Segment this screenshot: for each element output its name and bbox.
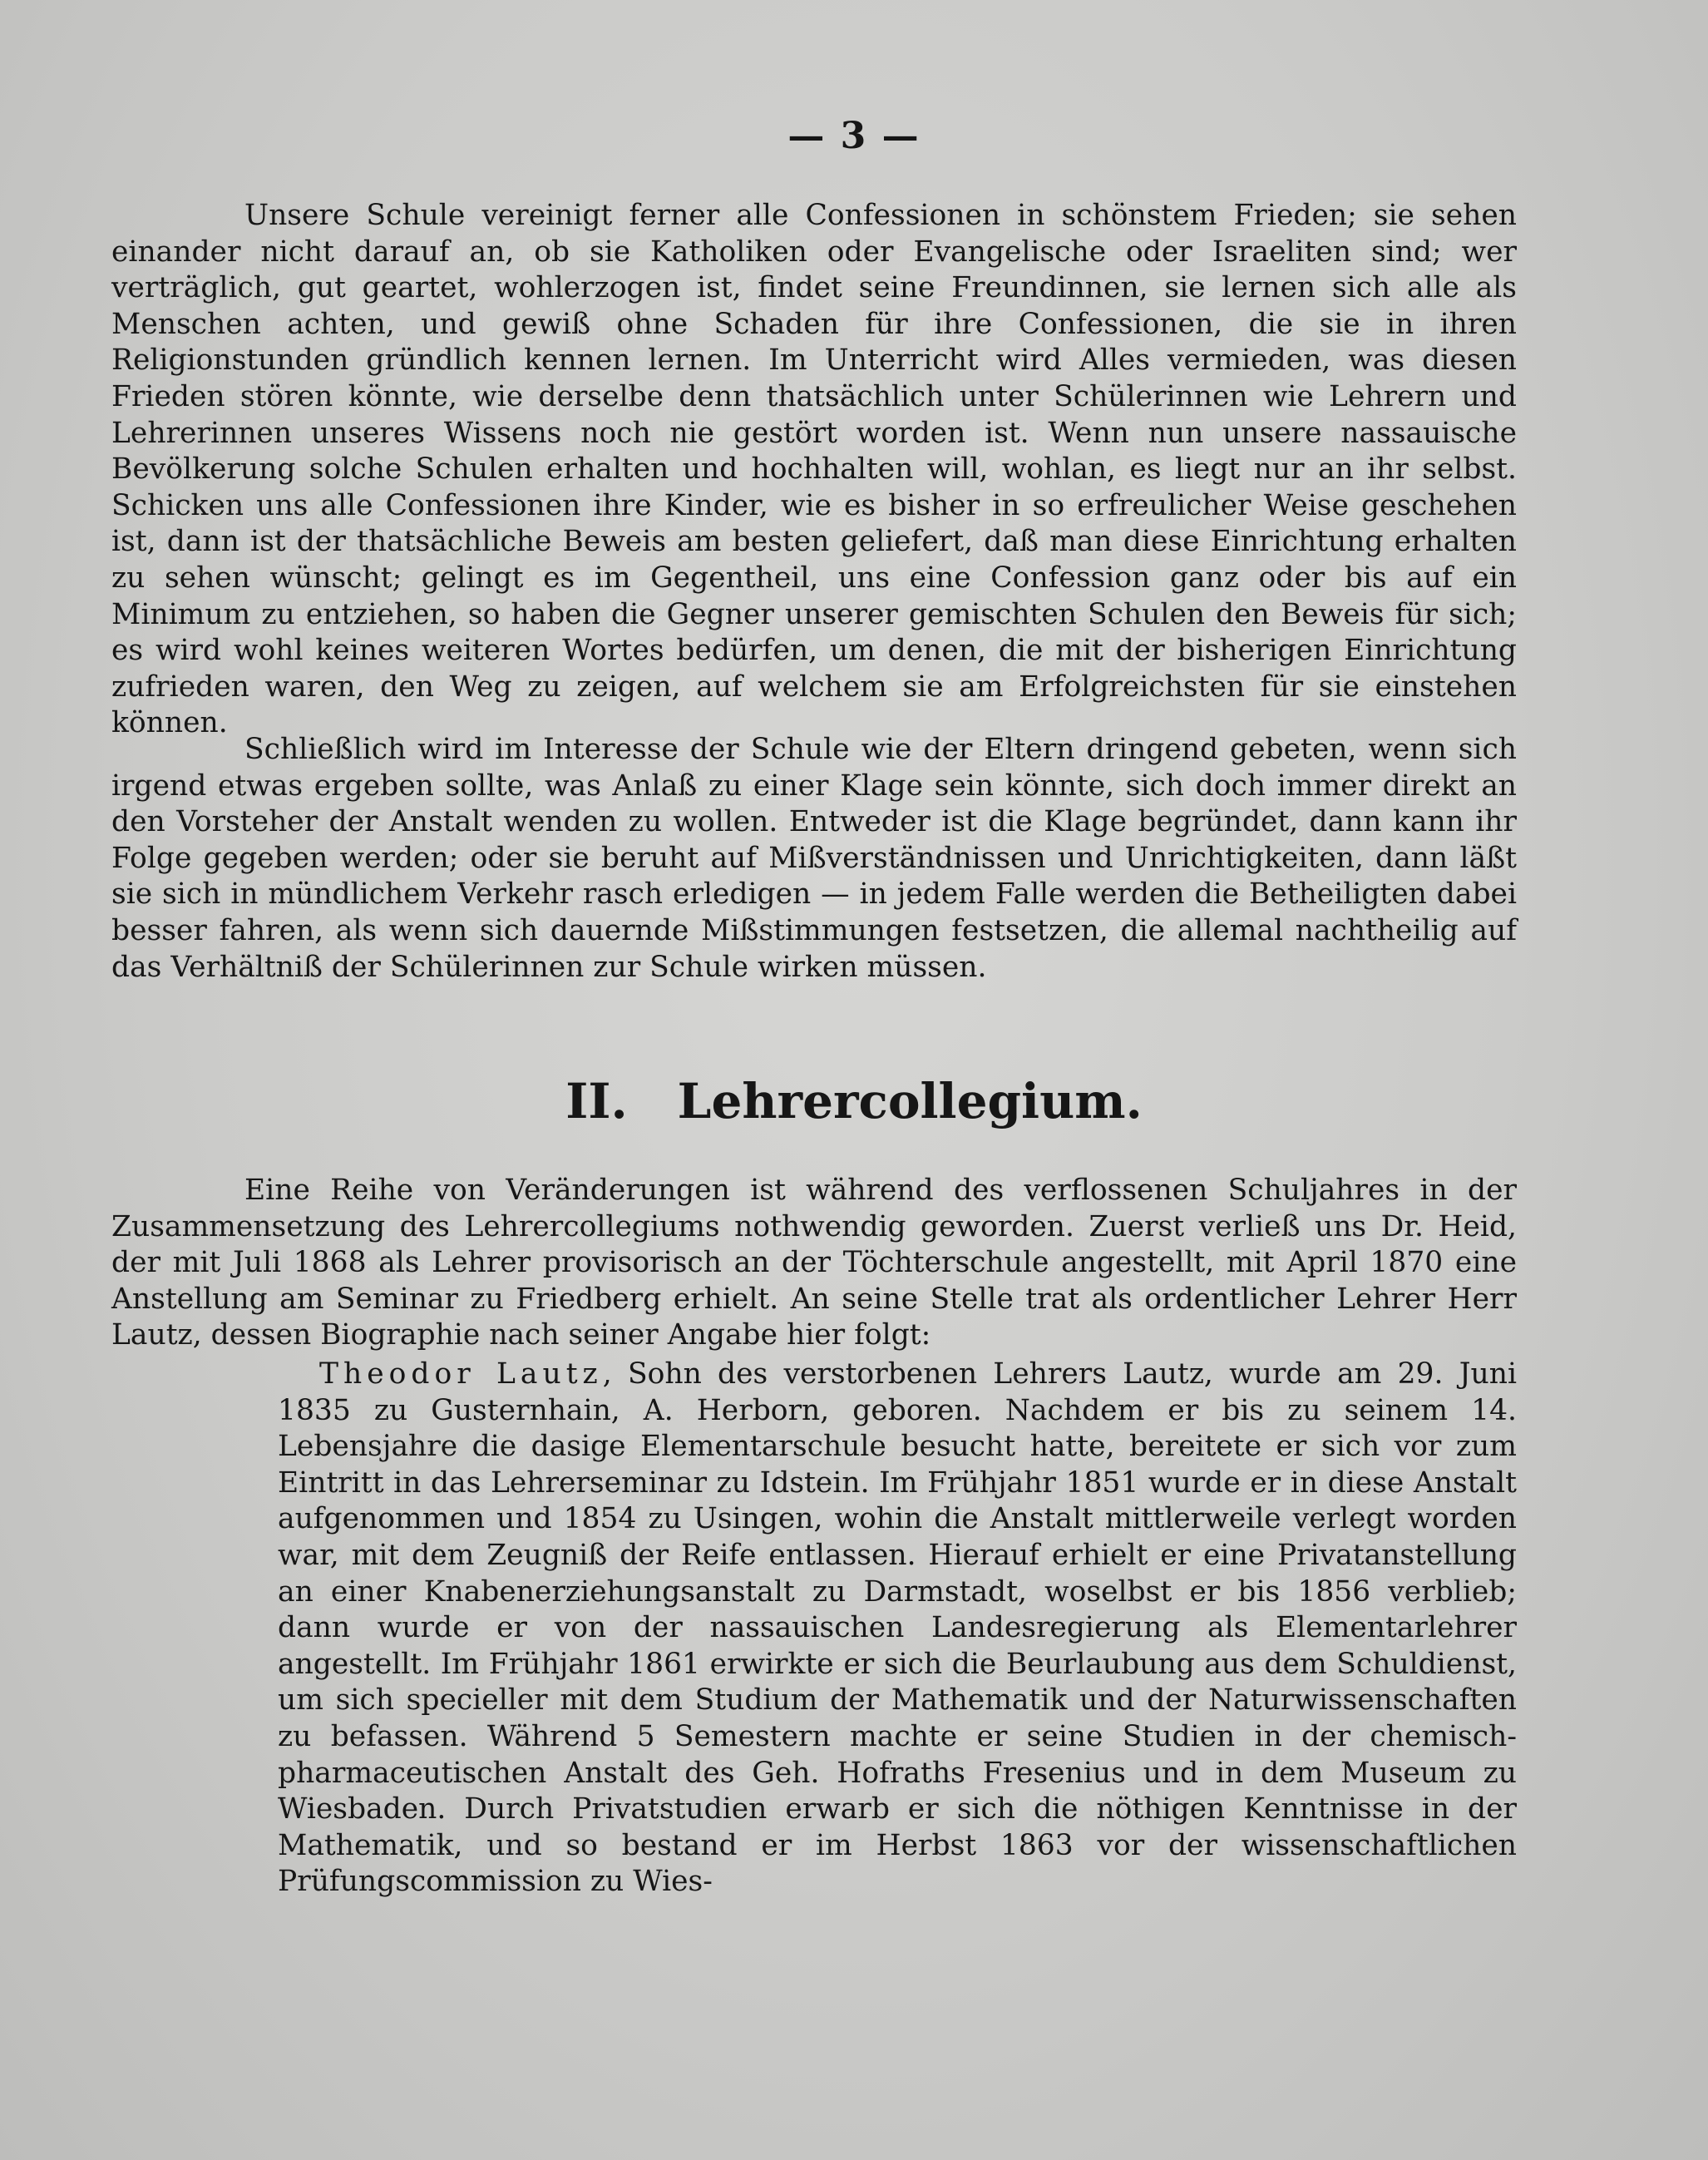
paragraph-confessions	[111, 198, 1517, 742]
section-heading	[0, 1073, 1708, 1129]
paragraph-staff-changes	[111, 1173, 1517, 1354]
biography-name: Theodor Lautz	[319, 1357, 603, 1391]
paragraph-text: , Sohn des verstorbenen Lehrers Lautz, wurde am 29. Juni 1835 zu Gusternhain, A. Herborn, geboren. Nachdem er bis zu seinem 14. Lebensjahre die dasige Elementarschule besucht hatte, bereitete er sich vor zum Eintritt in das Lehrerseminar zu Idstein. Im Frühjahr 1851 wurde er in diese Anstalt aufgenommen und 1854 zu Usingen, wohin die Anstalt mittlerweile verlegt worden war, mit dem Zeugniß der Reife entlassen. Hierauf erhielt er eine Privatanstellung an einer Knabenerziehungsanstalt zu Darmstadt, woselbst er bis 1856 verblieb; dann wurde er von der nassauischen Landesregierung als Elementarlehrer angestellt. Im Frühjahr 1861 erwirkte er sich die Beurlaubung aus dem Schuldienst, um sich specieller mit dem Studium der Mathematik und der Naturwissenschaften zu befassen. Während 5 Semestern machte er seine Studien in der chemisch-pharmaceutischen Anstalt des Geh. Hofraths Fresenius und in dem Museum zu Wiesbaden. Durch Privatstudien erwarb er sich die nöthigen Kenntnisse in der Mathematik, und so bestand er im Herbst 1863 vor der wissenschaftlichen Prüfungscommission zu Wies-	[278, 1357, 1517, 1899]
paragraph-complaints	[111, 732, 1517, 986]
paragraph-biography	[278, 1357, 1517, 1901]
section-numeral: II.	[565, 1073, 628, 1129]
paragraph-text: Schließlich wird im Interesse der Schule wie der Eltern dringend gebeten, wenn sich irgend etwas ergeben sollte, was Anlaß zu einer Klage sein könnte, sich doch immer direkt an den Vorsteher der Anstalt wenden zu wollen. Entweder ist die Klage begründet, dann kann ihr Folge gegeben werden; oder sie beruht auf Mißverständnissen und Unrichtigkeiten, dann läßt sie sich in mündlichem Verkehr rasch erledigen — in jedem Falle werden die Betheiligten dabei besser fahren, als wenn sich dauernde Mißstimmungen festsetzen, die allemal nachtheilig auf das Verhältniß der Schülerinnen zur Schule wirken müssen.	[111, 733, 1517, 984]
section-title: Lehrercollegium.	[677, 1073, 1143, 1129]
page-number: — 3 —	[787, 115, 921, 157]
paragraph-text: Unsere Schule vereinigt ferner alle Confessionen in schönstem Frieden; sie sehen einander nicht darauf an, ob sie Katholiken oder Evangelische oder Israeliten sind; wer verträglich, gut geartet, wohlerzogen ist, findet seine Freundinnen, sie lernen sich alle als Menschen achten, und gewiß ohne Schaden für ihre Confessionen, die sie in ihren Religionstunden gründlich kennen lernen. Im Unterricht wird Alles vermieden, was diesen Frieden stören könnte, wie derselbe denn thatsächlich unter Schülerinnen wie Lehrern und Lehrerinnen unseres Wissens noch nie gestört worden ist. Wenn nun unsere nassauische Bevölkerung solche Schulen erhalten und hochhalten will, wohlan, es liegt nur an ihr selbst. Schicken uns alle Confessionen ihre Kinder, wie es bisher in so erfreulicher Weise geschehen ist, dann ist der thatsächliche Beweis am besten geliefert, daß man diese Einrichtung erhalten zu sehen wünscht; gelingt es im Gegentheil, uns eine Confession ganz oder bis auf ein Minimum zu entziehen, so haben die Gegner unserer gemischten Schulen den Beweis für sich; es wird wohl keines weiteren Wortes bedürfen, um denen, die mit der bisherigen Einrichtung zufrieden waren, den Weg zu zeigen, auf welchem sie am Erfolgreichsten für sie einstehen können.	[111, 199, 1517, 740]
paragraph-text: Eine Reihe von Veränderungen ist während des verflossenen Schuljahres in der Zusammensetzung des Lehrercollegiums nothwendig geworden. Zuerst verließ uns Dr. Heid, der mit Juli 1868 als Lehrer provisorisch an der Töchterschule angestellt, mit April 1870 eine Anstellung am Seminar zu Friedberg erhielt. An seine Stelle trat als ordentlicher Lehrer Herr Lautz, dessen Biographie nach seiner Angabe hier folgt:	[111, 1174, 1517, 1352]
